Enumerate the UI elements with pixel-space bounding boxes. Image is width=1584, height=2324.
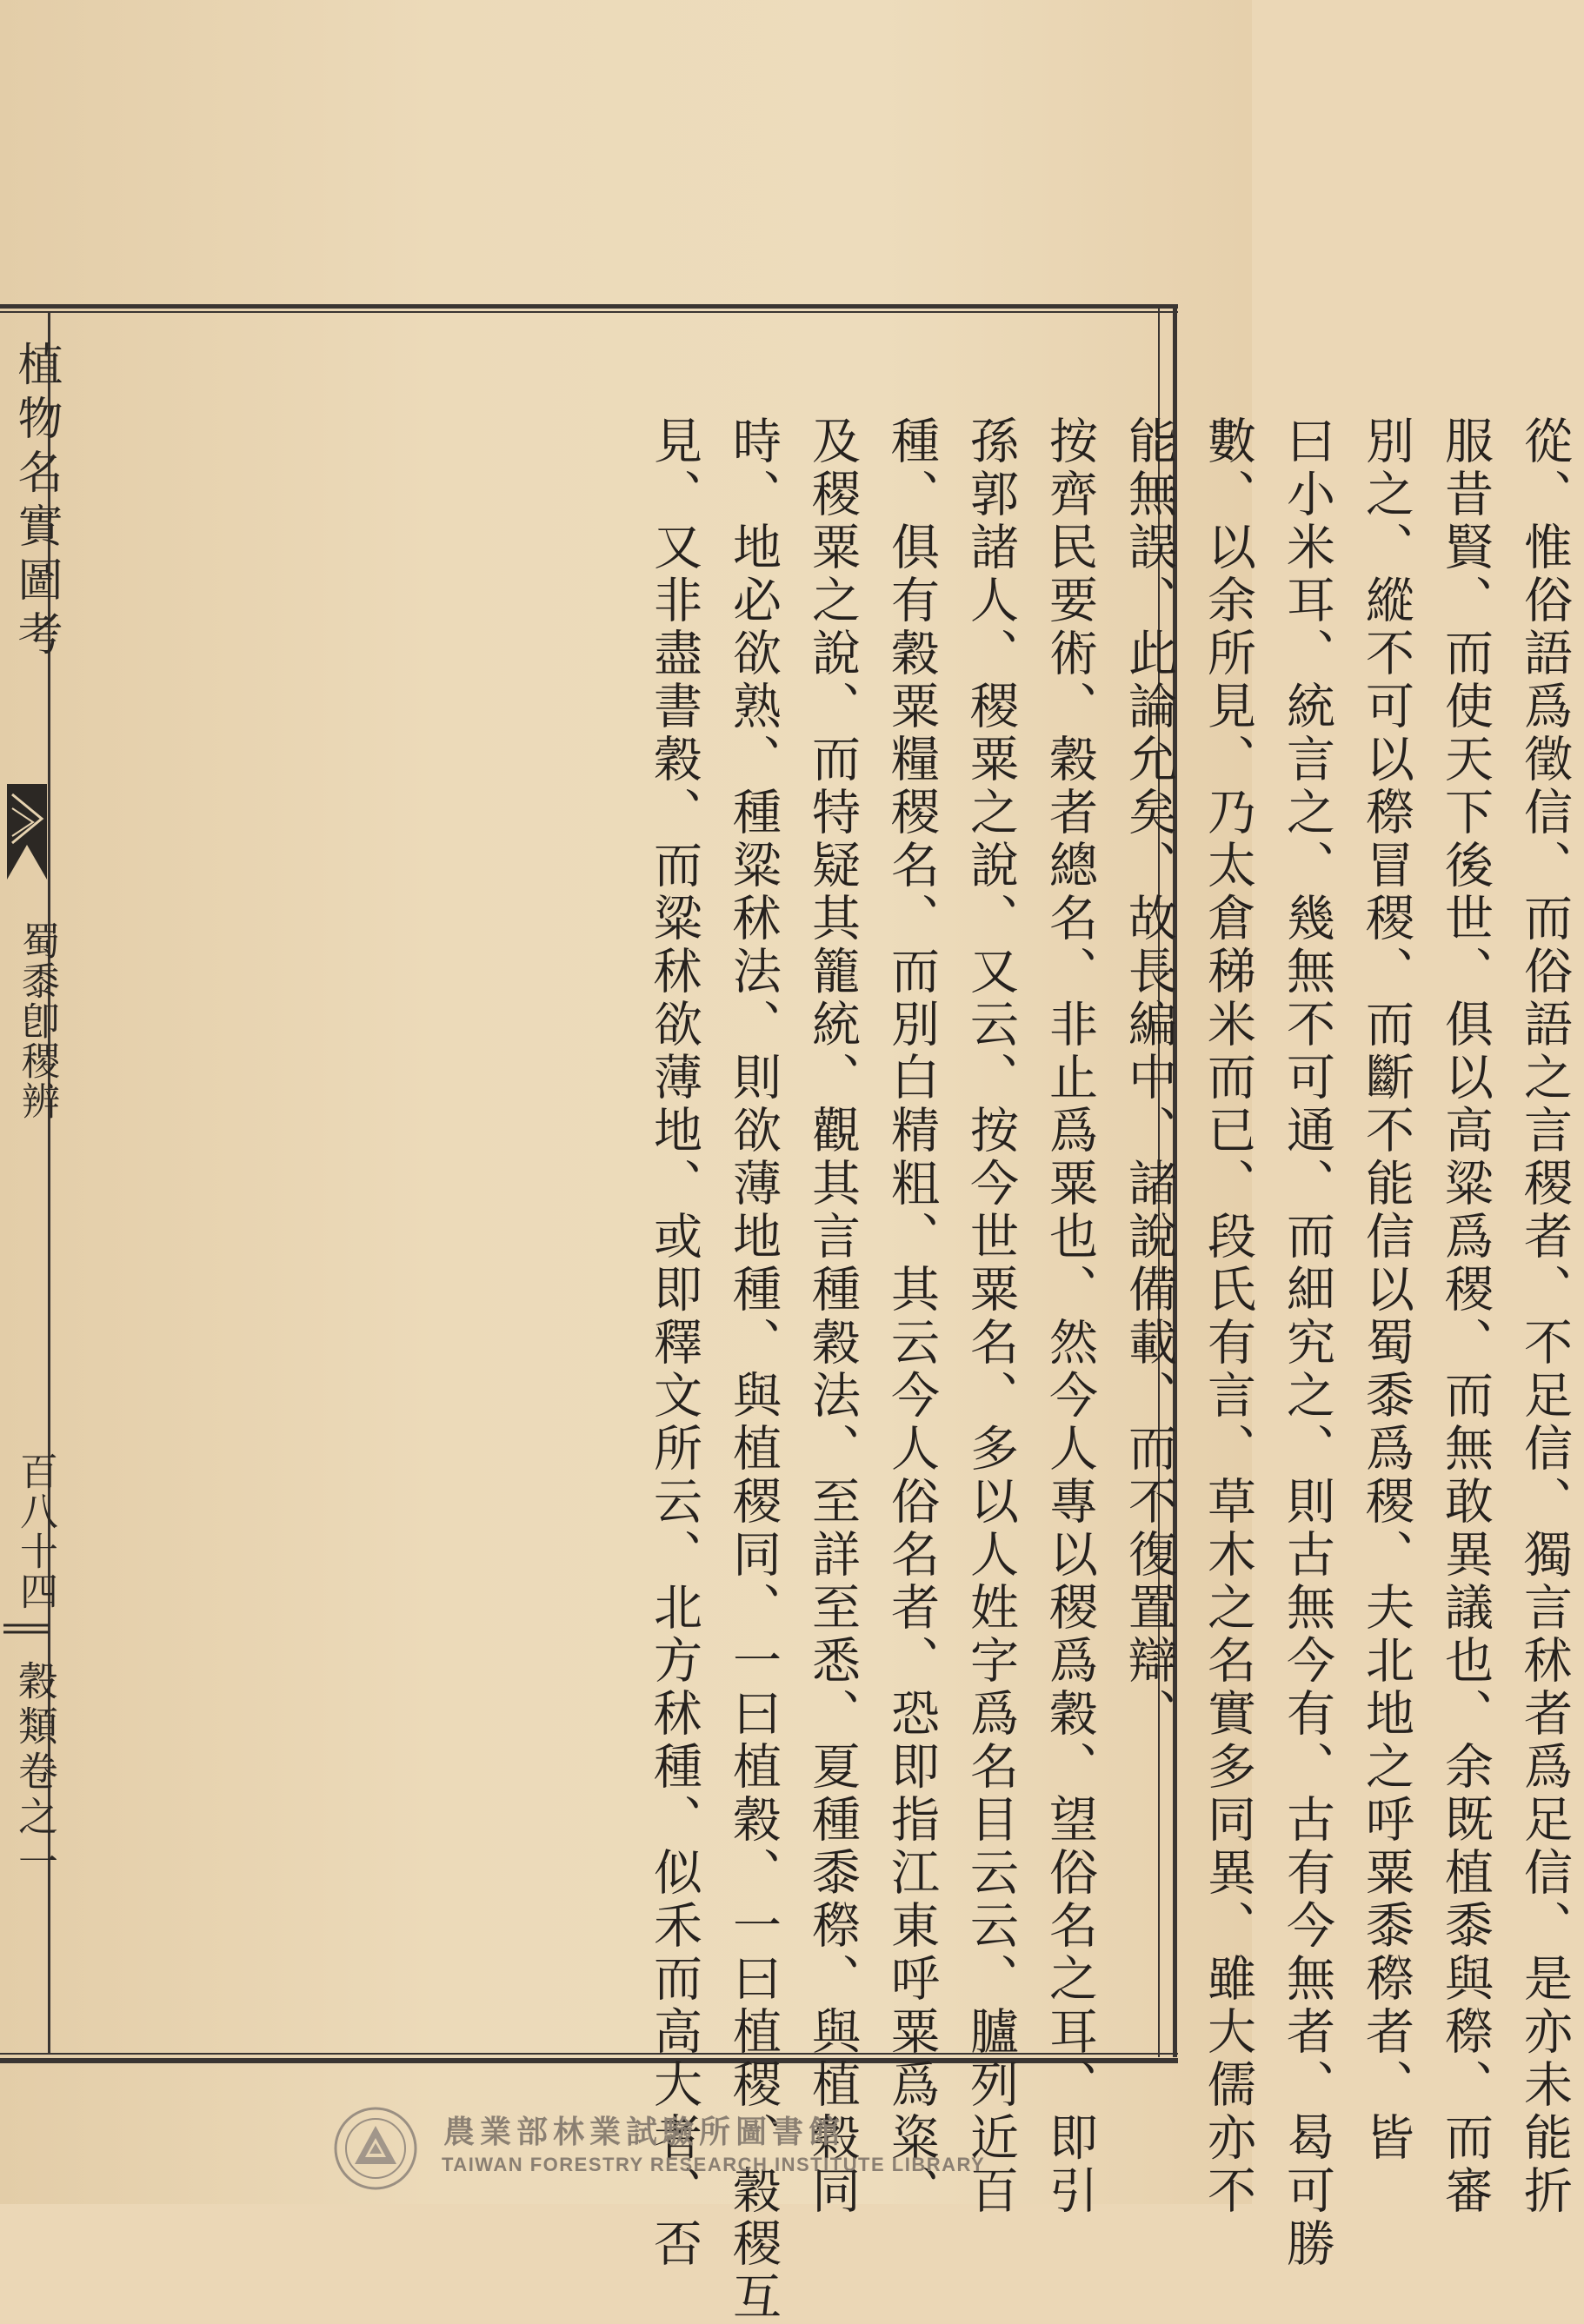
divider-mark-icon	[3, 1618, 49, 1639]
fishtail-mark-icon	[7, 784, 47, 880]
text-column: 服昔賢、而使天下後世、俱以高粱爲稷、而無敢異議也、余既植黍與穄、而審	[1437, 415, 1494, 2218]
page-number: 百八十四	[13, 1451, 57, 1611]
page-margin-column	[0, 322, 62, 2051]
library-seal-icon	[332, 2105, 419, 2192]
book-title: 植物名實圖考	[10, 341, 62, 664]
text-column: 見、又非盡書穀、而粱秫欲薄地、或即釋文所云、北方秫種、似禾而高大者、否	[646, 415, 702, 2271]
text-column: 時、地必欲熟、種粱秫法、則欲薄地種、與植稷同、一曰植穀、一曰植稷、穀稷互	[725, 415, 782, 2324]
text-column: 及稷粟之說、而特疑其籠統、觀其言種穀法、至詳至悉、夏種黍穄、與植穀同	[804, 415, 861, 2218]
top-border-rule	[0, 304, 1178, 313]
text-column: 別之、縱不可以穄冒稷、而斷不能信以蜀黍爲稷、夫北地之呼粟黍穄者、皆	[1358, 415, 1414, 2165]
text-column: 從、惟俗語爲徵信、而俗語之言稷者、不足信、獨言秫者爲足信、是亦未能折	[1516, 415, 1573, 2218]
section-title: 蜀黍卽稷辨	[15, 921, 59, 1121]
volume-label: 穀類卷之一	[12, 1660, 59, 1886]
text-column: 數、以余所見、乃太倉稊米而已、段氏有言、草木之名實多同異、雖大儒亦不	[1200, 415, 1256, 2218]
text-column: 孫郭諸人、稷粟之說、又云、按今世粟名、多以人姓字爲名目云云、臚列近百	[962, 415, 1019, 2218]
text-column: 曰小米耳、統言之、幾無不可通、而細究之、則古無今有、古有今無者、曷可勝	[1279, 415, 1335, 2271]
library-name-english: TAIWAN FORESTRY RESEARCH INSTITUTE LIBRARY	[442, 2154, 986, 2175]
library-name-chinese: 農業部林業試驗所圖書館	[443, 2115, 846, 2150]
text-column: 按齊民要術、穀者總名、非止爲粟也、然今人專以稷爲穀、望俗名之耳、即引	[1042, 415, 1098, 2218]
text-column: 能無誤、此論允矣、故長編中、諸說備載、而不復置辯、	[1121, 415, 1177, 1741]
text-column: 種、俱有穀粟糧稷名、而別白精粗、其云今人俗名者、恐即指江東呼粟爲粢、	[883, 415, 940, 2218]
